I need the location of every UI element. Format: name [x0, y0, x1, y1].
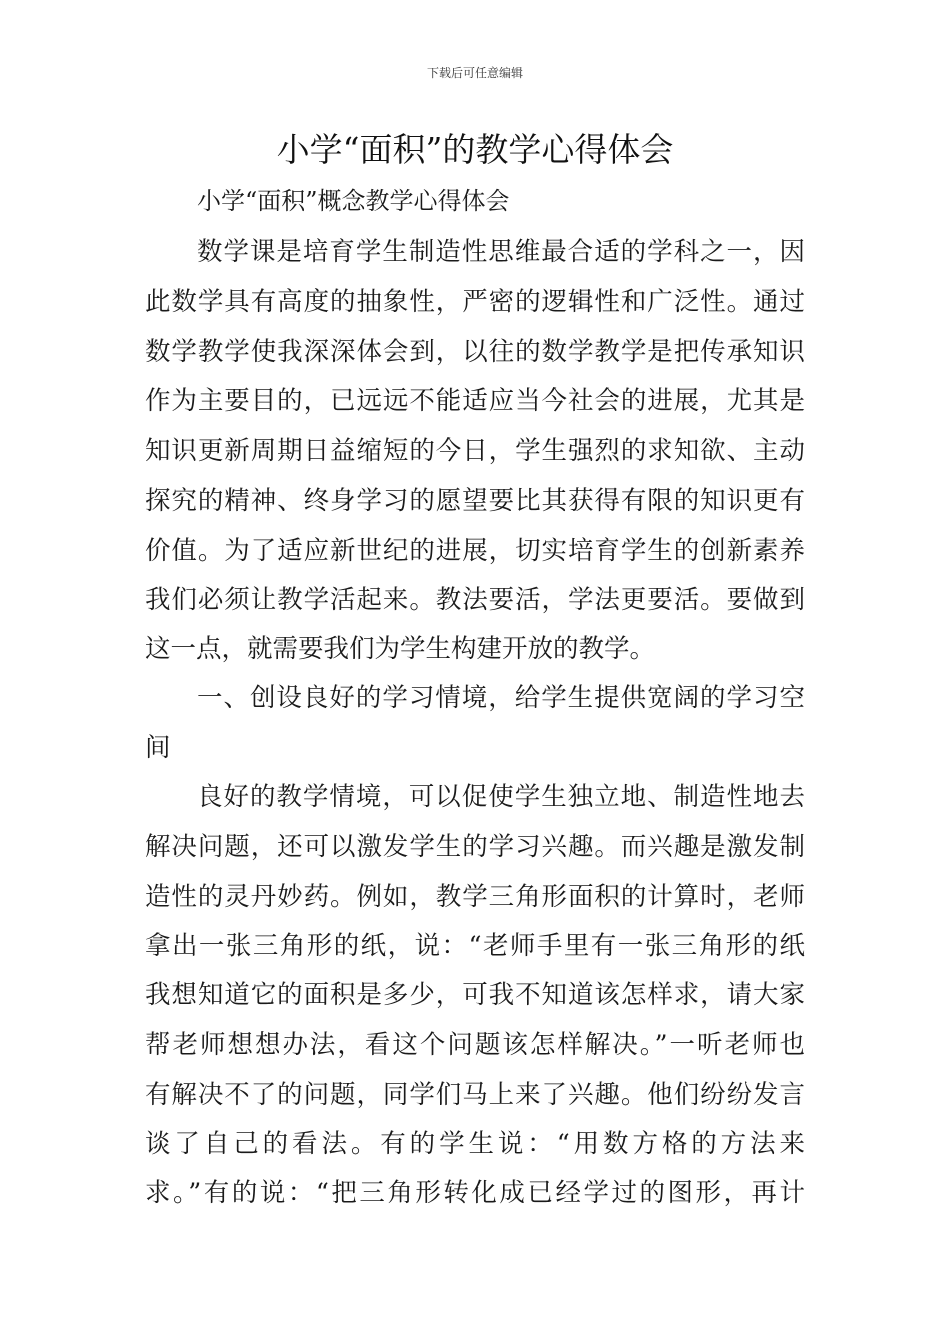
body-line: 我们必须让教学活起来。教法要活，学法更要活。要做到	[145, 585, 805, 615]
body-line: 造性的灵丹妙药。例如，教学三角形面积的计算时，老师	[145, 882, 805, 912]
body-line: 这一点，就需要我们为学生构建开放的教学。	[145, 634, 656, 664]
body-line: 谈了自己的看法。有的学生说：“用数方格的方法来	[145, 1129, 805, 1159]
body-line: 求。”有的说：“把三角形转化成已经学过的图形，再计	[145, 1178, 805, 1208]
body-line: 探究的精神、终身学习的愿望要比其获得有限的知识更有	[145, 486, 805, 516]
body-line: 良好的教学情境，可以促使学生独立地、制造性地去	[197, 782, 805, 812]
body-line: 数学课是培育学生制造性思维最合适的学科之一，因	[197, 237, 805, 267]
body-line: 数学教学使我深深体会到，以往的数学教学是把传承知识	[145, 337, 805, 367]
body-line: 有解决不了的问题，同学们马上来了兴趣。他们纷纷发言	[145, 1080, 805, 1110]
body-line: 价值。为了适应新世纪的进展，切实培育学生的创新素养	[145, 536, 805, 566]
body-line: 解决问题，还可以激发学生的学习兴趣。而兴趣是激发制	[145, 832, 805, 862]
body-line: 此数学具有高度的抽象性，严密的逻辑性和广泛性。通过	[145, 287, 805, 317]
body-line: 拿出一张三角形的纸，说：“老师手里有一张三角形的纸	[145, 931, 805, 961]
body-line: 帮老师想想办法，看这个问题该怎样解决。”一听老师也	[145, 1030, 805, 1060]
body-line: 作为主要目的，已远远不能适应当今社会的进展，尤其是	[145, 386, 805, 416]
section-heading-line: 间	[145, 733, 171, 763]
document-subtitle: 小学“面积”概念教学心得体会	[197, 187, 510, 215]
body-line: 我想知道它的面积是多少，可我不知道该怎样求，请大家	[145, 980, 805, 1010]
document-title: 小学“面积”的教学心得体会	[276, 130, 674, 169]
header-note: 下载后可任意编辑	[426, 66, 523, 80]
section-heading-line: 一、创设良好的学习情境，给学生提供宽阔的学习空	[197, 683, 805, 713]
body-line: 知识更新周期日益缩短的今日，学生强烈的求知欲、主动	[145, 436, 805, 466]
